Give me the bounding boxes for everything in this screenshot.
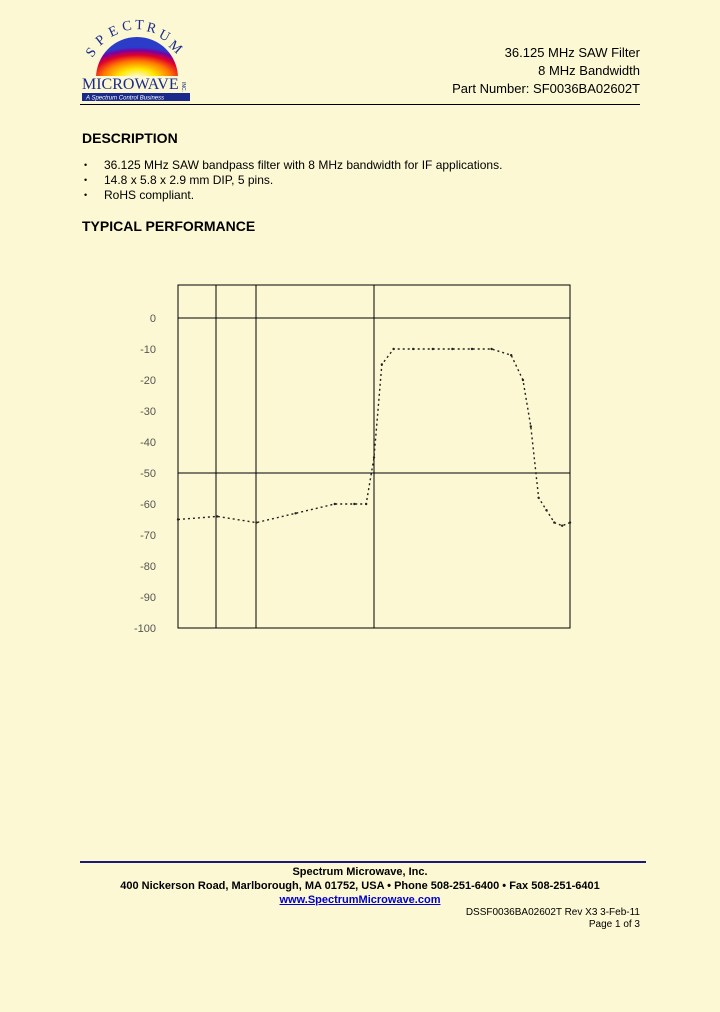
data-point (569, 521, 571, 523)
footer-divider (80, 861, 646, 863)
data-point (561, 525, 563, 527)
svg-text:P: P (93, 32, 109, 50)
data-point (334, 503, 336, 505)
y-tick-label: -60 (140, 499, 156, 511)
data-point (177, 518, 179, 520)
data-point (537, 497, 539, 499)
list-item: • RoHS compliant. (84, 188, 502, 203)
svg-text:T: T (134, 18, 144, 34)
data-point (522, 379, 524, 381)
description-list (84, 158, 502, 203)
y-tick-label: -90 (140, 592, 156, 604)
y-tick-label: -70 (140, 530, 156, 542)
y-tick-label: -20 (140, 375, 156, 387)
data-point (412, 348, 414, 350)
data-point (510, 354, 512, 356)
data-point (255, 521, 257, 523)
website-link[interactable]: www.SpectrumMicrowave.com (279, 894, 441, 906)
list-item: • 36.125 MHz SAW bandpass filter with 8 MHz bandwidth for IF applications. (84, 158, 502, 173)
data-point (545, 509, 547, 511)
data-point (471, 348, 473, 350)
y-tick-label: -40 (140, 437, 156, 449)
data-point (294, 512, 296, 514)
svg-text:E: E (106, 23, 121, 41)
document-header (452, 44, 640, 98)
logo-main-text: MICROWAVE (82, 76, 179, 93)
product-subtitle: 8 MHz Bandwidth (538, 63, 640, 78)
logo-tagline: A Spectrum Control Business (86, 95, 165, 102)
performance-heading: TYPICAL PERFORMANCE (82, 218, 256, 234)
svg-text:S: S (83, 45, 100, 61)
list-item: • 14.8 x 5.8 x 2.9 mm DIP, 5 pins. (84, 173, 502, 188)
part-number: Part Number: SF0036BA02602T (452, 81, 640, 96)
footer-company: Spectrum Microwave, Inc. (292, 866, 428, 878)
performance-chart (90, 280, 590, 695)
svg-text:C: C (121, 18, 133, 35)
data-point (432, 348, 434, 350)
data-point (381, 363, 383, 365)
data-point (490, 348, 492, 350)
header-divider (80, 104, 640, 105)
data-point (353, 503, 355, 505)
data-point (373, 456, 375, 458)
document-id: DSSF0036BA02602T Rev X3 3-Feb-11 (465, 907, 640, 918)
y-tick-label: 0 (149, 313, 156, 325)
product-title: 36.125 MHz SAW Filter (504, 45, 640, 60)
y-tick-label: -30 (140, 406, 156, 418)
data-point (553, 521, 555, 523)
data-point (392, 348, 394, 350)
data-point (451, 348, 453, 350)
y-tick-label: -10 (140, 344, 156, 356)
y-tick-label: -100 (133, 623, 156, 635)
svg-text:U: U (156, 27, 173, 46)
y-tick-label: -80 (140, 561, 156, 573)
svg-text:M: M (165, 37, 185, 58)
y-tick-label: -50 (140, 468, 156, 480)
svg-text:R: R (145, 20, 158, 38)
data-point (216, 515, 218, 517)
page-number: Page 1 of 3 (588, 919, 640, 930)
description-heading: DESCRIPTION (82, 130, 178, 146)
company-logo (78, 18, 196, 104)
footer-address: 400 Nickerson Road, Marlborough, MA 01752, USA • Phone 508-251-6400 • Fax 508-251-6401 (120, 880, 600, 892)
data-point (530, 425, 532, 427)
svg-text:INC.: INC. (180, 82, 186, 92)
data-point (365, 503, 367, 505)
